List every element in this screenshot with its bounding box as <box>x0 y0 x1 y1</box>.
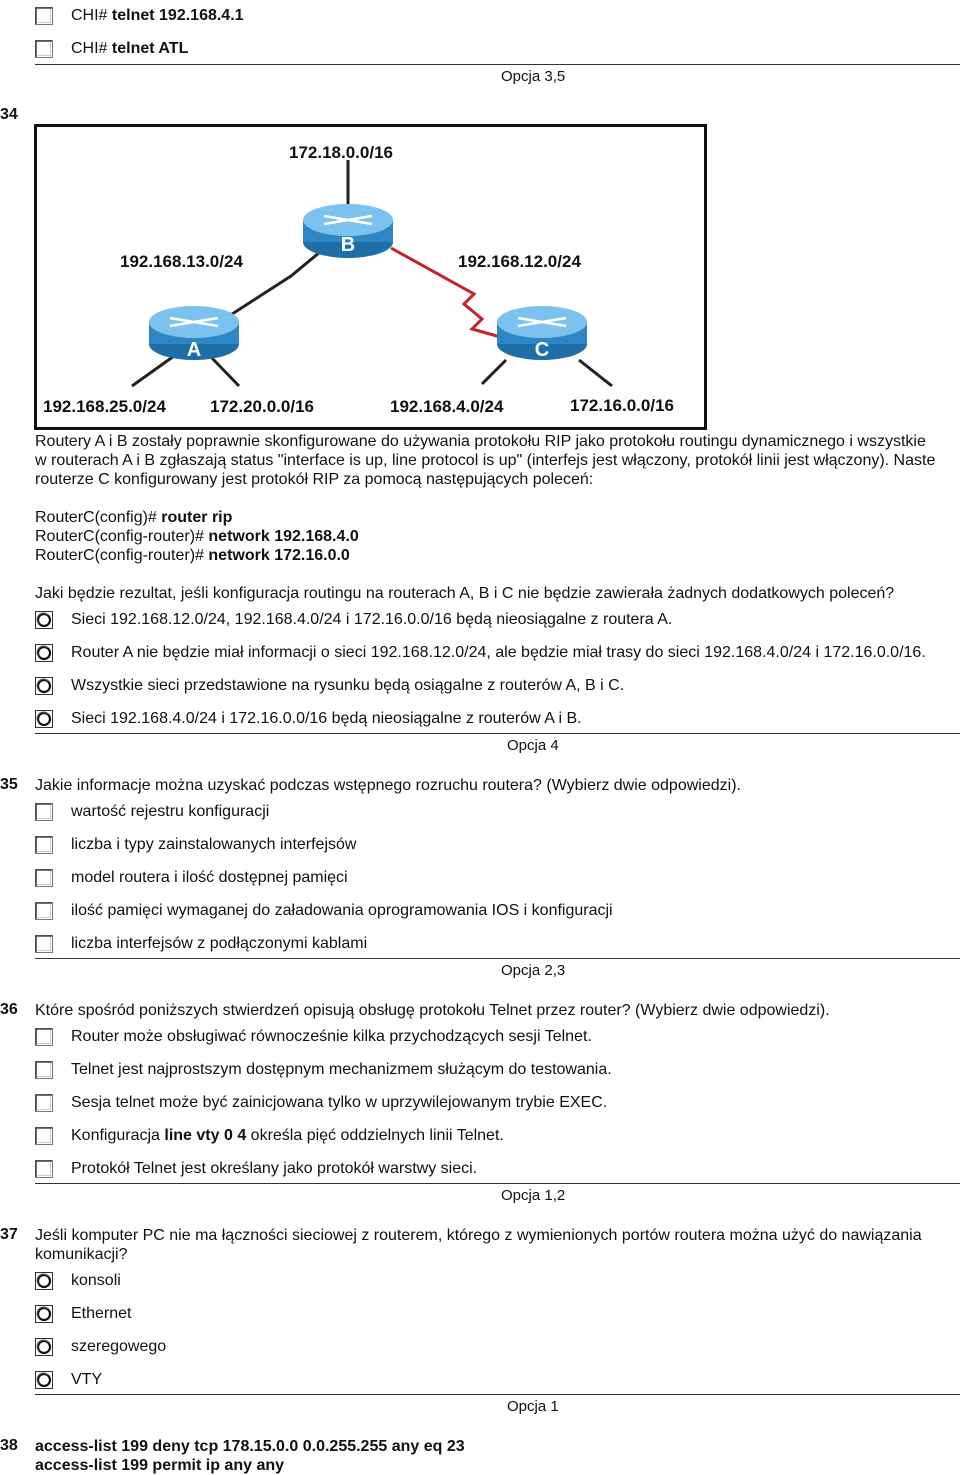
net-label: 172.20.0.0/16 <box>210 397 314 416</box>
checkbox[interactable] <box>35 803 53 821</box>
net-label: 172.18.0.0/16 <box>289 143 393 162</box>
radio-button[interactable] <box>35 677 53 695</box>
command-line: RouterC(config-router)# network 192.168.4.0 <box>35 528 359 545</box>
command-line: RouterC(config-router)# network 172.16.0.0 <box>35 547 350 564</box>
answer-text: Opcja 4 <box>507 737 559 754</box>
paragraph-line: Routery A i B zostały poprawnie skonfigurowane do używania protokołu RIP jako protokołu routingu dynamicznego i wszystkie <box>35 433 926 450</box>
divider <box>35 958 960 959</box>
svg-text:B: B <box>340 234 356 256</box>
router-b-icon <box>303 204 393 258</box>
checkbox[interactable] <box>35 869 53 887</box>
question-number: 37 <box>0 1226 18 1243</box>
checkbox[interactable] <box>35 836 53 854</box>
divider <box>35 1394 960 1395</box>
net-label: 192.168.13.0/24 <box>120 252 243 271</box>
radio-button[interactable] <box>35 1305 53 1323</box>
radio-button[interactable] <box>35 1371 53 1389</box>
question-number: 36 <box>0 1001 18 1018</box>
net-label: 192.168.25.0/24 <box>43 397 166 416</box>
divider <box>35 64 960 65</box>
net-label: 192.168.12.0/24 <box>458 252 581 271</box>
paragraph-line: routerze C konfigurowany jest protokół RIP za pomocą następujących poleceń: <box>35 471 594 488</box>
net-label: 192.168.4.0/24 <box>390 397 504 416</box>
question-number: 34 <box>0 106 18 123</box>
radio-button[interactable] <box>35 644 53 662</box>
command-line: access-list 199 deny tcp 178.15.0.0 0.0.255.255 any eq 23 <box>35 1438 465 1455</box>
command-line: access-list 199 permit ip any any <box>35 1457 285 1474</box>
radio-button[interactable] <box>35 710 53 728</box>
checkbox[interactable] <box>35 1160 53 1178</box>
checkbox[interactable] <box>35 7 53 25</box>
divider <box>35 1183 960 1184</box>
checkbox[interactable] <box>35 935 53 953</box>
question-number: 38 <box>0 1437 18 1454</box>
paragraph-line: w routerach A i B zgłaszają status "interface is up, line protocol is up" (interfejs jest włączony, protokół linii jest włączony). Naste <box>35 452 936 469</box>
radio-button[interactable] <box>35 611 53 629</box>
checkbox[interactable] <box>35 1094 53 1112</box>
answer-text: Opcja 3,5 <box>501 68 566 85</box>
net-label: 172.16.0.0/16 <box>570 396 674 415</box>
question-text: Jeśli komputer PC nie ma łączności sieciowej z routerem, którego z wymienionych portów routera można użyć do nawiązania <box>35 1227 922 1244</box>
question-text: Jaki będzie rezultat, jeśli konfiguracja routingu na routerach A, B i C nie będzie zawierała żadnych dodatkowych poleceń? <box>35 585 895 602</box>
question-text: komunikacji? <box>35 1246 128 1263</box>
radio-button[interactable] <box>35 1272 53 1290</box>
command-line: RouterC(config)# router rip <box>35 509 233 526</box>
divider <box>35 733 960 734</box>
question-text: Jakie informacje można uzyskać podczas wstępnego rozruchu routera? (Wybierz dwie odpowiedzi). <box>35 777 741 794</box>
radio-button[interactable] <box>35 1338 53 1356</box>
checkbox[interactable] <box>35 1061 53 1079</box>
checkbox[interactable] <box>35 902 53 920</box>
answer-text: Opcja 1,2 <box>501 1187 566 1204</box>
question-text: Które spośród poniższych stwierdzeń opisują obsługę protokołu Telnet przez router? (Wybierz dwie odpowiedzi). <box>35 1002 830 1019</box>
answer-text: Opcja 1 <box>507 1398 559 1415</box>
svg-text:C: C <box>534 339 550 361</box>
checkbox[interactable] <box>35 1127 53 1145</box>
checkbox[interactable] <box>35 1028 53 1046</box>
svg-text:A: A <box>186 339 202 361</box>
router-c-icon <box>497 306 587 361</box>
question-number: 35 <box>0 776 18 793</box>
router-a-icon <box>149 306 239 361</box>
network-diagram <box>34 124 707 430</box>
answer-text: Opcja 2,3 <box>501 962 566 979</box>
checkbox[interactable] <box>35 40 53 58</box>
